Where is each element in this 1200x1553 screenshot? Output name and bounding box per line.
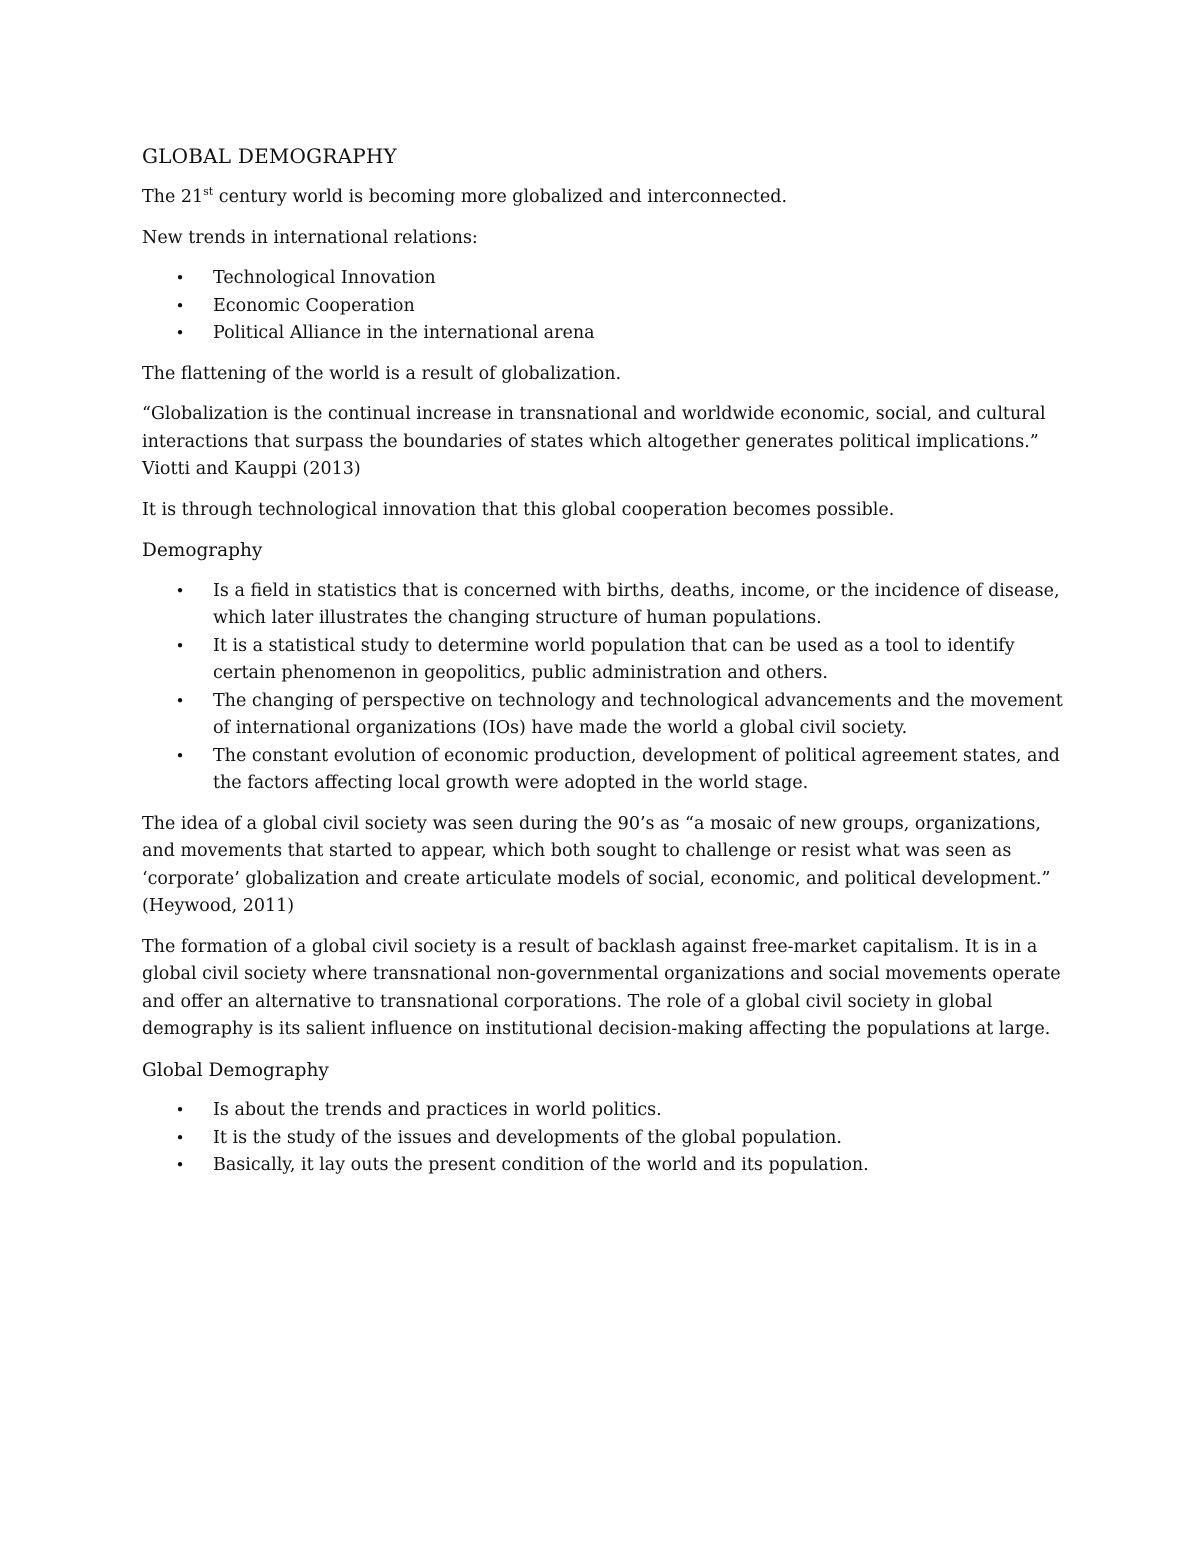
list-item — [142, 743, 1072, 798]
demography-heading: Demography — [142, 540, 263, 561]
list-item-text: Is about the trends and practices in world politics. — [213, 1100, 662, 1120]
list-item-text: Is a field in statistics that is concerned with births, deaths, income, or the incidence of disease, which later illustrates the changing structure of human populations. — [213, 580, 1060, 628]
list-item — [142, 1125, 1072, 1153]
intro-text-start: The 21 — [142, 187, 204, 207]
list-item-text: It is the study of the issues and developments of the global population. — [213, 1127, 842, 1148]
intro-text-end: century world is becoming more globalized and interconnected. — [213, 187, 788, 207]
globalization-quote: “Globalization is the continual increase in transnational and worldwide economic, social, and cultural interactions that surpass the boundaries of states which altogether generates political implications.” Viotti and Kauppi (2013) — [142, 404, 1046, 479]
list-item-text: It is a statistical study to determine world population that can be used as a tool to identify certain phenomenon in geopolitics, public administration and others. — [213, 635, 1015, 683]
list-item-text: Economic Cooperation — [213, 295, 415, 316]
trends-list — [142, 265, 1072, 348]
list-item — [142, 265, 1072, 293]
flattening-paragraph: The flattening of the world is a result of globalization. — [142, 363, 622, 384]
list-item — [142, 1097, 1072, 1125]
bullet-icon: • — [175, 581, 185, 600]
bullet-icon: • — [175, 746, 185, 765]
bullet-icon: • — [175, 296, 185, 315]
civil-society-formation-paragraph: The formation of a global civil society is a result of backlash against free-market capitalism. It is in a global civil society where transnational non-governmental organizations and social movements operate and offer an alternative to transnational corporations. The role of a global civil society in global demography is its salient influence on institutional decision-making affecting the populations at large. — [142, 936, 1061, 1039]
bullet-icon: • — [175, 691, 185, 710]
bullet-icon: • — [175, 1156, 185, 1174]
list-item — [142, 578, 1072, 633]
list-item-text: Technological Innovation — [213, 268, 436, 288]
bullet-icon: • — [175, 1101, 185, 1119]
bullet-icon: • — [175, 269, 185, 287]
document-body — [142, 142, 1072, 1193]
bullet-icon: • — [175, 636, 185, 655]
list-item — [142, 293, 1072, 321]
list-item — [142, 688, 1072, 743]
bullet-icon: • — [175, 1128, 185, 1147]
global-demography-heading: Global Demography — [142, 1059, 329, 1081]
trends-label: New trends in international relations: — [142, 227, 478, 248]
civil-society-idea-paragraph: The idea of a global civil society was seen during the 90’s as “a mosaic of new groups, organizations, and movements that started to appear, which both sought to challenge or resist what was seen as ‘corporate’ globalization and create articulate models of social, economic, and political development.” (Heywood, 2011) — [142, 813, 1051, 916]
intro-superscript: st — [203, 185, 214, 198]
document-title: GLOBAL DEMOGRAPHY — [142, 144, 397, 168]
tech-statement: It is through technological innovation that this global cooperation becomes possible. — [142, 499, 895, 520]
global-demography-list — [142, 1097, 1072, 1180]
list-item-text: The constant evolution of economic production, development of political agreement states, and the factors affecting local growth were adopted in the world stage. — [213, 745, 1060, 793]
list-item-text: Basically, it lay outs the present condition of the world and its population. — [213, 1155, 869, 1175]
list-item-text: The changing of perspective on technology and technological advancements and the movement of international organizations (IOs) have made the world a global civil society. — [213, 690, 1063, 738]
demography-list — [142, 578, 1072, 798]
list-item-text: Political Alliance in the international arena — [213, 323, 595, 343]
list-item — [142, 320, 1072, 348]
list-item — [142, 633, 1072, 688]
intro-paragraph — [142, 184, 1072, 212]
list-item — [142, 1152, 1072, 1180]
bullet-icon: • — [175, 324, 185, 342]
